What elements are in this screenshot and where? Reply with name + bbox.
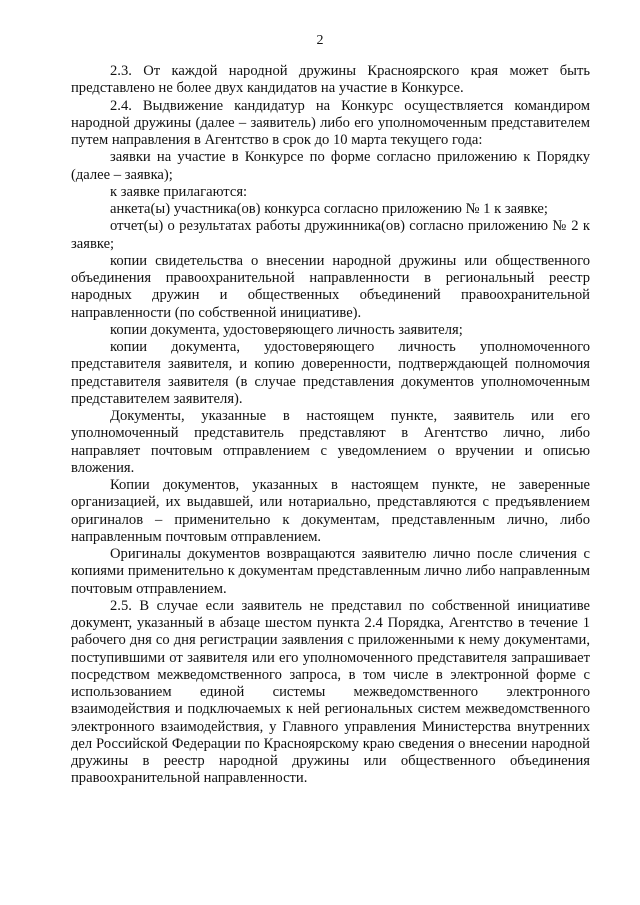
paragraph-submission: Документы, указанные в настоящем пункте, заявитель или его уполномоченный представитель представляют в Агентство лично, либо направляет почтовым отправлением с уведомлением о вручении и описью вложения.	[71, 408, 590, 476]
paragraph-originals: Оригиналы документов возвращаются заявителю лично после сличения с копиями применительно к документам представленным лично либо направленным почтовым отправлением.	[71, 546, 590, 597]
paragraph-copies: Копии документов, указанных в настоящем пункте, не заверенные организацией, их выдавшей, или нотариально, представляются с предъявлением оригиналов – применительно к документам, представленным лично, либо направленным почтовым отправлением.	[71, 477, 590, 545]
paragraph-certificate-copy: копии свидетельства о внесении народной дружины или общественного объединения правоохранительной направленности в региональный реестр народных дружин и общественных объединений правоохранительной направленности (по собственной инициативе).	[71, 252, 590, 321]
paragraph-representative-docs: копии документа, удостоверяющего личность уполномоченного представителя заявителя, и копию доверенности, подтверждающей полномочия представителя заявителя (в случае представления документов уполномоченным представителем заявителя).	[71, 339, 590, 407]
paragraph-2-5: 2.5. В случае если заявитель не представил по собственной инициативе документ, указанный в абзаце шестом пункта 2.4 Порядка, Агентство в течение 1 рабочего дня со дня регистрации заявления с приложенными к нему документами, поступившими от заявителя или его уполномоченного представителя запрашивает посредством межведомственного запроса, в том числе в электронной форме с использованием единой системы межведомственного электронного взаимодействия и подключаемых к ней региональных систем межведомственного электронного взаимодействия, у Главного управления Министерства внутренних дел Российской Федерации по Красноярскому краю сведения о внесении народной дружины в реестр народной дружины или общественного объединения правоохранительной направленности.	[71, 597, 590, 787]
document-body	[71, 63, 590, 788]
paragraph-report: отчет(ы) о результатах работы дружинника(ов) согласно приложению № 2 к заявке;	[71, 218, 590, 252]
paragraph-2-4: 2.4. Выдвижение кандидатур на Конкурс осуществляется командиром народной дружины (далее – заявитель) либо его уполномоченным представителем путем направления в Агентство в срок до 10 марта текущего года:	[71, 97, 590, 148]
page-number: 2	[316, 33, 324, 48]
paragraph-attachments-intro: к заявке прилагаются:	[110, 183, 248, 200]
paragraph-2-3: 2.3. От каждой народной дружины Красноярского края может быть представлено не более двух кандидатов на участие в Конкурсе.	[71, 63, 590, 97]
paragraph-questionnaire: анкета(ы) участника(ов) конкурса согласно приложению № 1 к заявке;	[110, 201, 548, 217]
paragraph-id-copy: копии документа, удостоверяющего личность заявителя;	[110, 321, 463, 338]
paragraph-application: заявки на участие в Конкурсе по форме согласно приложению к Порядку (далее – заявка);	[71, 149, 590, 183]
